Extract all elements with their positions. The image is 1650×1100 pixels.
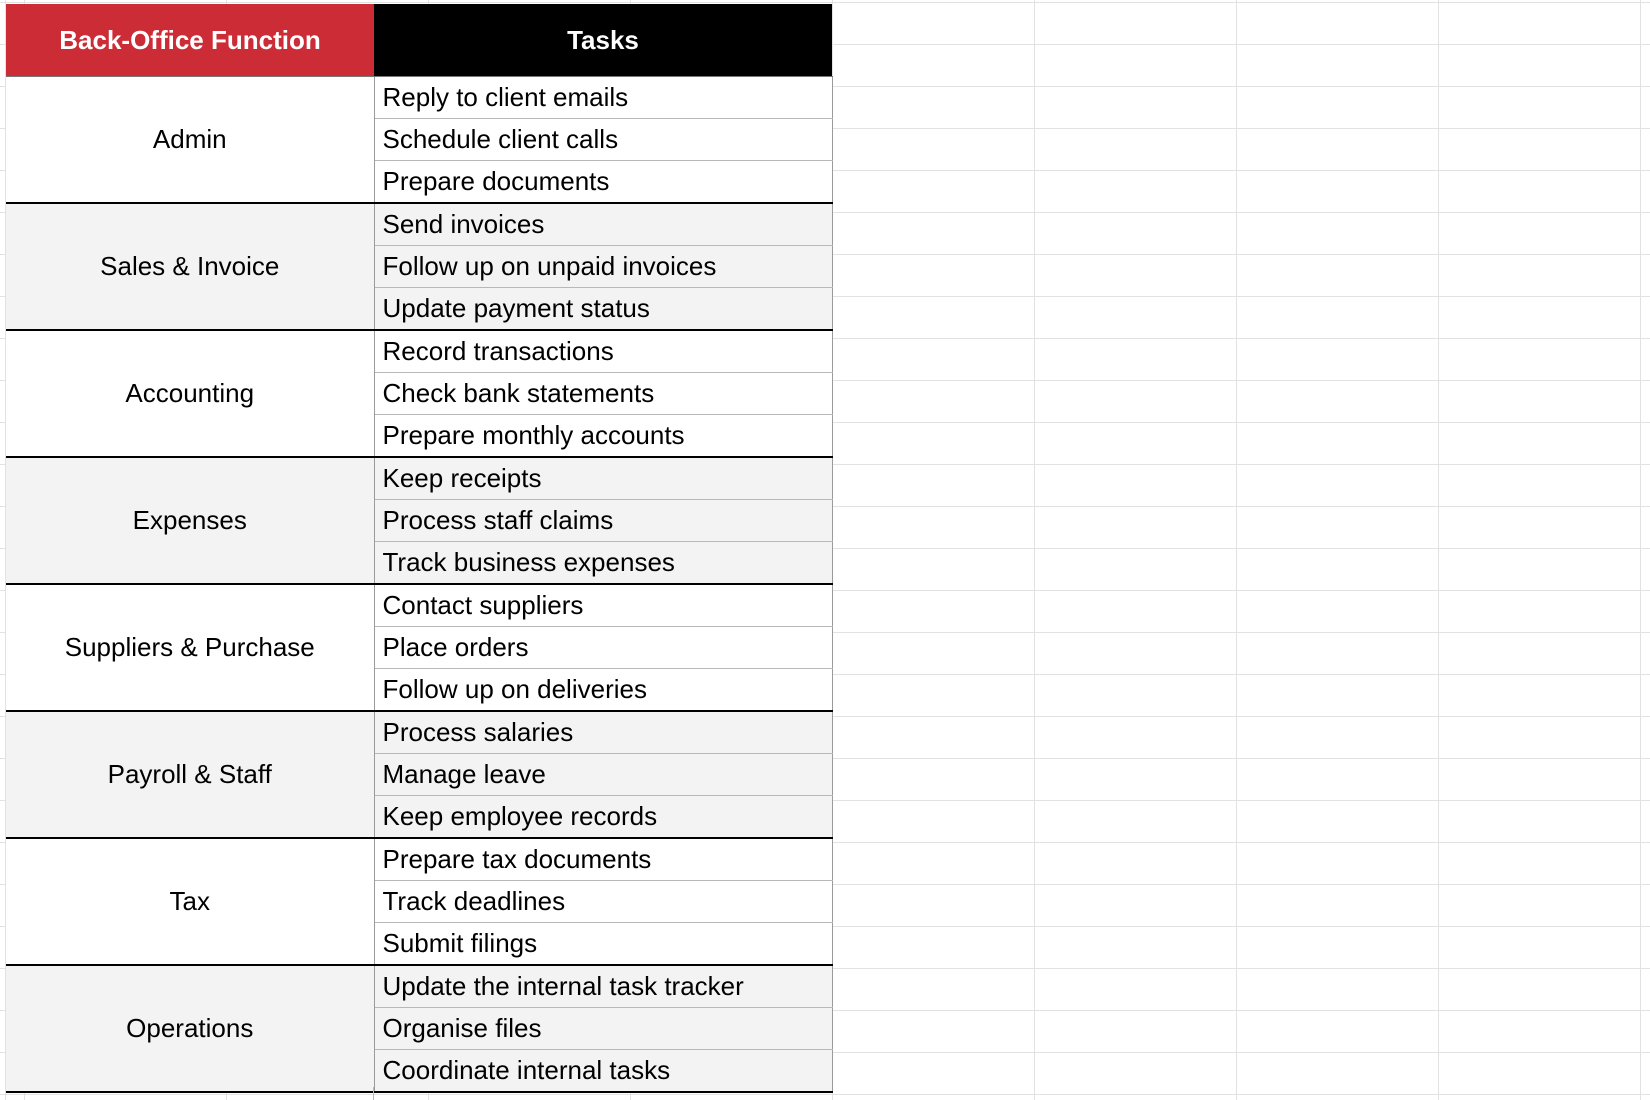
task-cell[interactable]: Process staff claims xyxy=(374,500,832,542)
table-row xyxy=(6,77,832,119)
header-cell-tasks[interactable]: Tasks xyxy=(374,4,832,77)
task-cell[interactable]: Follow up on unpaid invoices xyxy=(374,246,832,288)
task-cell[interactable]: Prepare monthly accounts xyxy=(374,415,832,458)
task-cell[interactable]: Send invoices xyxy=(374,203,832,246)
bottom-empty-row[interactable] xyxy=(6,1087,832,1100)
task-cell[interactable]: Organise files xyxy=(374,1008,832,1050)
function-cell[interactable]: Suppliers & Purchase xyxy=(6,584,374,711)
task-cell[interactable]: Record transactions xyxy=(374,330,832,373)
function-cell[interactable]: Expenses xyxy=(6,457,374,584)
function-cell[interactable]: Payroll & Staff xyxy=(6,711,374,838)
table-row xyxy=(6,203,832,246)
task-cell[interactable]: Track business expenses xyxy=(374,542,832,585)
table-row xyxy=(6,330,832,373)
task-cell[interactable]: Track deadlines xyxy=(374,881,832,923)
table-body xyxy=(6,77,832,1093)
task-cell[interactable]: Keep receipts xyxy=(374,457,832,500)
function-cell[interactable]: Accounting xyxy=(6,330,374,457)
function-cell[interactable]: Operations xyxy=(6,965,374,1092)
task-cell[interactable]: Update the internal task tracker xyxy=(374,965,832,1008)
task-cell[interactable]: Submit filings xyxy=(374,923,832,966)
task-cell[interactable]: Check bank statements xyxy=(374,373,832,415)
task-cell[interactable]: Contact suppliers xyxy=(374,584,832,627)
task-cell[interactable]: Follow up on deliveries xyxy=(374,669,832,712)
task-cell[interactable]: Process salaries xyxy=(374,711,832,754)
task-cell[interactable]: Update payment status xyxy=(374,288,832,331)
task-cell[interactable]: Place orders xyxy=(374,627,832,669)
function-cell[interactable]: Admin xyxy=(6,77,374,204)
back-office-table xyxy=(6,4,833,1093)
function-cell[interactable]: Tax xyxy=(6,838,374,965)
header-cell-function[interactable]: Back-Office Function xyxy=(6,4,374,77)
task-cell[interactable]: Prepare documents xyxy=(374,161,832,204)
table-row xyxy=(6,584,832,627)
function-cell[interactable]: Sales & Invoice xyxy=(6,203,374,330)
empty-cell[interactable] xyxy=(6,1087,374,1100)
task-cell[interactable]: Schedule client calls xyxy=(374,119,832,161)
task-cell[interactable]: Keep employee records xyxy=(374,796,832,839)
task-cell[interactable]: Manage leave xyxy=(374,754,832,796)
empty-cell[interactable] xyxy=(374,1087,831,1100)
table-row xyxy=(6,711,832,754)
table-row xyxy=(6,457,832,500)
table-row xyxy=(6,838,832,881)
task-cell[interactable]: Coordinate internal tasks xyxy=(374,1050,832,1093)
task-cell[interactable]: Prepare tax documents xyxy=(374,838,832,881)
table-row xyxy=(6,965,832,1008)
task-cell[interactable]: Reply to client emails xyxy=(374,77,832,119)
